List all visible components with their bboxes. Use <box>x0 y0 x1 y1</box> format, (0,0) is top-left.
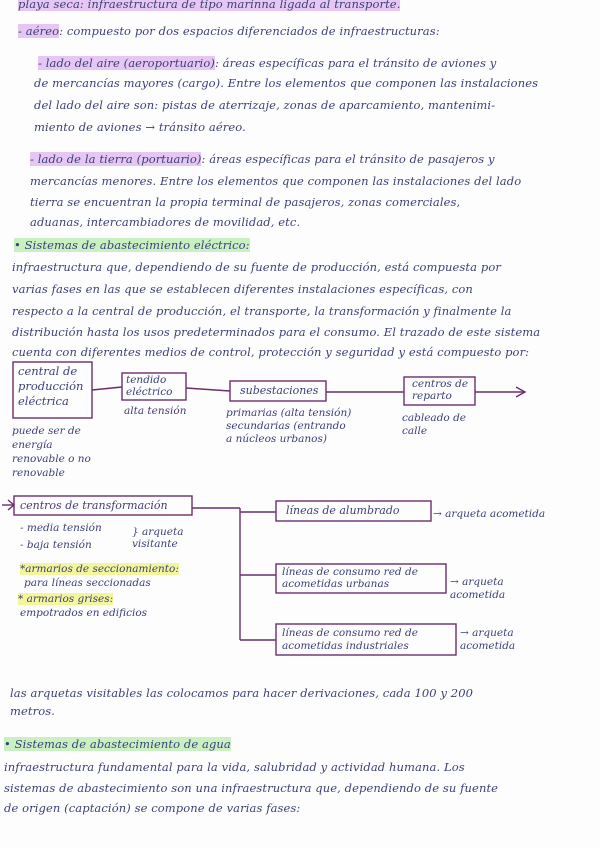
text-line: distribución hasta los usos predeterminados para el consumo. El trazado de este sistema <box>12 325 541 339</box>
note-central: puede ser de energía renovable o no renovable <box>12 425 91 479</box>
text-armarios-sec: *armarios de seccionamiento: <box>20 563 179 575</box>
text-line: sistemas de abastecimiento son una infraestructura que, dependiendo de su fuente <box>4 781 499 795</box>
text-armarios-gr: * armarios grises: <box>18 593 114 605</box>
note-tendido: alta tensión <box>124 405 187 417</box>
note-reparto: cableado de calle <box>402 412 467 437</box>
text-line: aduanas, intercambiadores de movilidad, etc. <box>30 215 301 229</box>
text-line: metros. <box>10 704 56 718</box>
note-armarios-gr: empotrados en edificios <box>20 607 148 619</box>
label-subest: subestaciones <box>240 384 319 397</box>
label-central: central de producción eléctrica <box>18 364 84 408</box>
text-line: infraestructura que, dependiendo de su fuente de producción, está compuesta por <box>12 260 501 274</box>
heading-agua: • Sistemas de abastecimiento de agua <box>4 737 231 751</box>
text-line: tierra se encuentran la propia terminal de pasajeros, zonas comerciales, <box>30 195 461 209</box>
text-arqueta-vis: } arqueta visitante <box>132 526 184 550</box>
heading-lado-tierra: - lado de la tierra (portuario): áreas específicas para el tránsito de pasajeros y <box>30 152 495 166</box>
text-line: mercancías menores. Entre los elementos que componen las instalaciones del lado <box>30 174 522 188</box>
note-industriales: → arqueta acometida <box>460 627 516 652</box>
text-line: miento de aviones → tránsito aéreo. <box>34 120 246 134</box>
label-tendido: tendido eléctrico <box>126 374 173 398</box>
note-armarios-sec: para líneas seccionadas <box>24 577 151 589</box>
label-alumbrado: líneas de alumbrado <box>286 504 400 517</box>
text-media: - media tensión <box>20 522 102 534</box>
text-line: infraestructura fundamental para la vida, salubridad y actividad humana. Los <box>4 760 465 774</box>
note-subest: primarias (alta tensión) secundarias (entrando a núcleos urbanos) <box>226 407 352 445</box>
text-line: de origen (captación) se compone de varias fases: <box>4 801 301 815</box>
text-line: respecto a la central de producción, el transporte, la transformación y finalmente la <box>12 304 512 318</box>
text-line: las arquetas visitables las colocamos para hacer derivaciones, cada 100 y 200 <box>10 686 474 700</box>
heading-lado-aire: - lado del aire (aeroportuario): áreas específicas para el tránsito de aviones y <box>38 56 497 70</box>
note-urbanas: → arqueta acometida <box>450 576 506 601</box>
label-industriales: líneas de consumo red de acometidas industriales <box>282 627 418 652</box>
note-alumbrado: → arqueta acometida <box>433 508 546 520</box>
text-line: del lado del aire son: pistas de aterrizaje, zonas de aparcamiento, mantenimi- <box>34 98 496 112</box>
text-line: varias fases en las que se establecen diferentes instalaciones específicas, con <box>12 282 473 296</box>
label-reparto: centros de reparto <box>412 378 469 402</box>
heading-aereo: - aéreo: compuesto por dos espacios diferenciados de infraestructuras: <box>18 24 440 38</box>
text-line: de mercancías mayores (cargo). Entre los elementos que componen las instalaciones <box>34 76 539 90</box>
text-line: cuenta con diferentes medios de control, protección y seguridad y está compuesto por: <box>12 345 530 359</box>
text-line: playa seca: infraestructura de tipo marinna ligada al transporte. <box>18 0 400 11</box>
label-urbanas: líneas de consumo red de acometidas urbanas <box>282 566 418 590</box>
text-baja: - baja tensión <box>20 539 92 551</box>
heading-electrico: • Sistemas de abastecimiento eléctrico: <box>14 238 250 252</box>
label-transformacion: centros de transformación <box>20 499 168 512</box>
